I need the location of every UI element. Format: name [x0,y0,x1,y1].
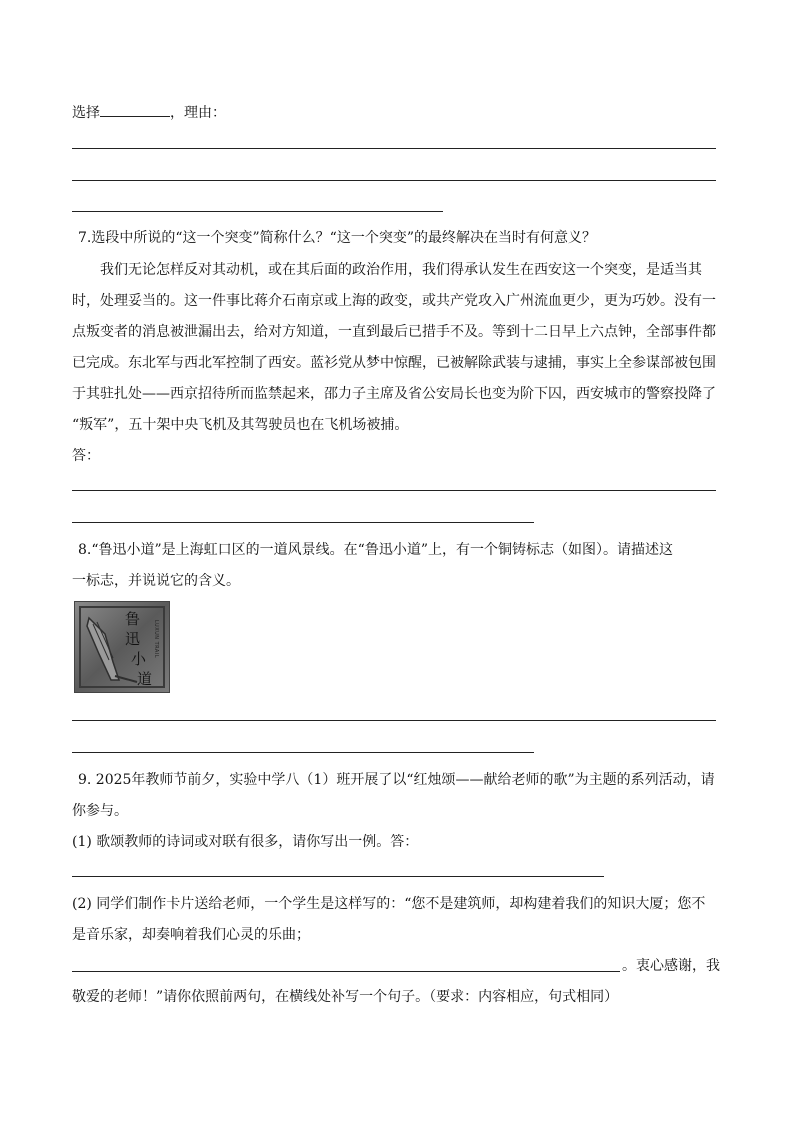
q9-sub1-answer-line[interactable] [72,876,604,877]
plaque-char-3: 小 [131,650,147,668]
q6-answer-line-1[interactable] [72,148,716,149]
q9-sub2-line-2: 是音乐家，却奏响着我们心灵的乐曲； [72,927,310,943]
q6-answer-line-3[interactable] [72,211,443,212]
q9-sub1: (1) 歌颂教师的诗词或对联有很多，请你写出一例。答： [72,834,419,850]
q8-question-line-2: 一标志，并说说它的含义。 [72,573,240,589]
q6-reason-label: ，理由： [170,105,226,121]
q7-passage-line-3: 点叛变者的消息被泄漏出去，给对方知道，一直到最后已措手不及。等到十二日早上六点钟，全部事件都 [72,324,716,340]
q9-sub2-tail: 。衷心感谢，我 [622,958,720,974]
q9-question-line-2: 你参与。 [72,803,128,819]
q6-answer-line-2[interactable] [72,180,716,181]
q9-sub2-fill-blank[interactable] [72,971,620,972]
q7-answer-line-1[interactable] [72,490,716,491]
luxun-trail-plaque-image [74,601,170,693]
q7-answer-line-2[interactable] [72,522,534,523]
q9-question-line-1: 9. 2025年教师节前夕，实验中学八（1）班开展了以“红烛颂——献给老师的歌”为主题的系列活动，请 [78,772,715,788]
q6-choice-label: 选择 [72,105,100,121]
plaque-subtitle: LUXUN TRAIL [153,620,159,659]
q8-answer-line-1[interactable] [72,720,716,721]
q7-passage-line-4: 已完成。东北军与西北军控制了西安。蓝衫党从梦中惊醒，已被解除武装与逮捕，事实上全参谋部被包围 [72,355,716,371]
q7-passage-line-1: 我们无论怎样反对其动机，或在其后面的政治作用，我们得承认发生在西安这一个突变，是适当其 [100,262,702,278]
q8-answer-line-2[interactable] [72,752,534,753]
q8-question-line-1: 8.“鲁迅小道”是上海虹口区的一道风景线。在“鲁迅小道”上，有一个铜铸标志（如图）。请描述这 [78,542,673,558]
q7-answer-label: 答： [72,448,100,464]
q6-choice-line [72,102,226,123]
q7-question: 7.选段中所说的“这一个突变”简称什么？“这一个突变”的最终解决在当时有何意义？ [78,230,596,246]
q9-sub2-line-4: 敬爱的老师！”请你依照前两句，在横线处补写一个句子。（要求：内容相应，句式相同） [72,989,619,1005]
plaque-char-2: 迅 [125,630,141,648]
plaque-char-4: 道 [137,670,153,688]
plaque-char-1: 鲁 [125,610,141,628]
q7-passage-line-2: 时，处理妥当的。这一件事比蒋介石南京或上海的政变，或共产党攻入广州流血更少，更为巧妙。没有一 [72,293,716,309]
q7-passage-line-6: “叛军”，五十架中央飞机及其驾驶员也在飞机场被捕。 [72,417,409,433]
q6-choice-blank[interactable] [100,102,170,117]
q7-passage-line-5: 于其驻扎处——西京招待所而监禁起来，邵力子主席及省公安局长也变为阶下囚，西安城市的警察投降了 [72,386,716,402]
q9-sub2-line-1: (2) 同学们制作卡片送给老师，一个学生是这样写的：“您不是建筑师，却构建着我们的知识大厦；您不 [72,896,706,912]
